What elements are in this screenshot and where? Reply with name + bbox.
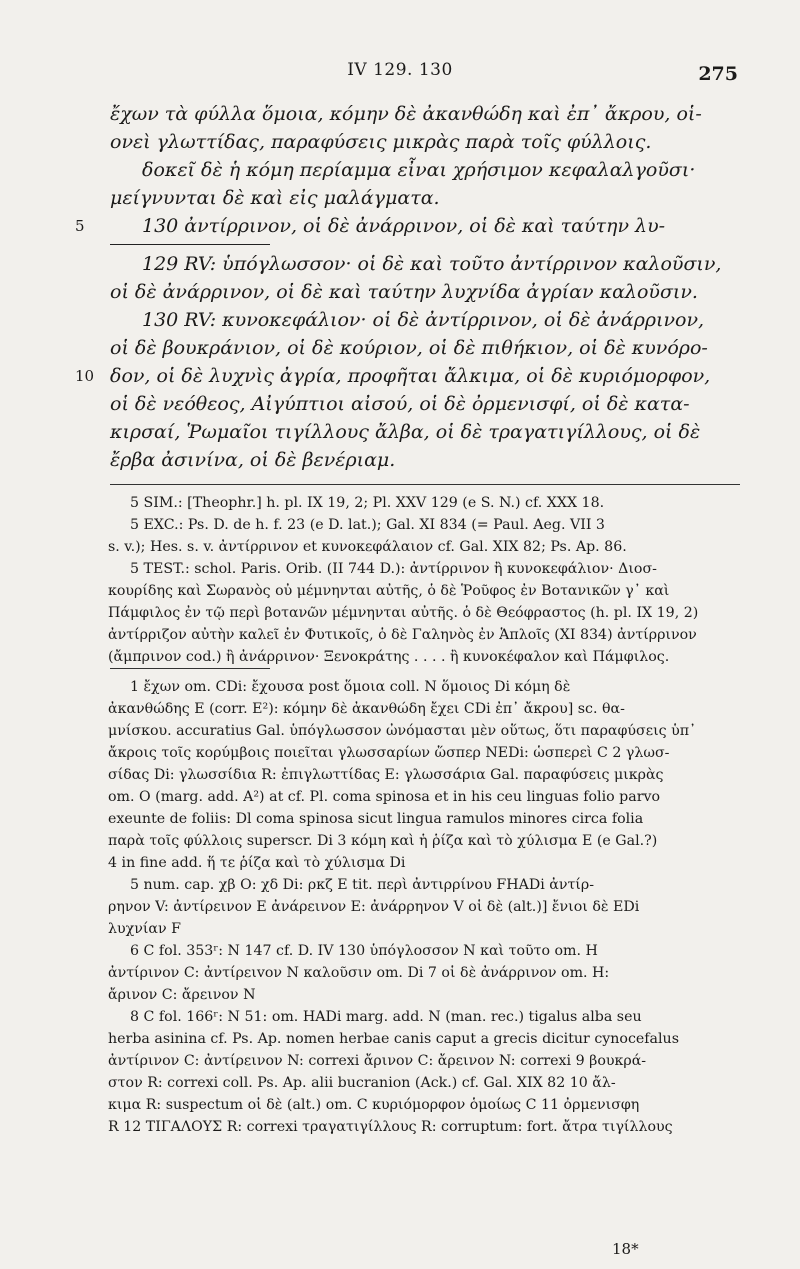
main_text-line: [110, 100, 740, 128]
testimonia-line: [108, 514, 743, 536]
testimonia-text: 5 TEST.: schol. Paris. Orib. (II 744 D.): ἀντίρρινον ἢ κυνοκεφάλιον· Διοσ-: [130, 561, 657, 577]
running-head-title: IV 129. 130: [347, 60, 453, 80]
testimonia-line: [108, 624, 743, 646]
recension_text-text: 129 RV: ὑπόγλωσσον· οἱ δὲ καὶ τοῦτο ἀντίρρινον καλοῦσιν,: [142, 253, 722, 275]
apparatus-line: [108, 764, 743, 786]
apparatus-text: 1 ἔχων om. CDi: ἔχουσα post ὅμοια coll. N ὅμοιος Di κόμη δὲ: [130, 679, 571, 695]
testimonia-text: (ἄμπρινον cod.) ἢ ἀνάρρινον· Ξενοκράτης . . . . ἢ κυνοκέφαλον καὶ Πάμφιλος.: [108, 649, 670, 665]
recension_text-line: [110, 250, 740, 278]
recension_text-line: [110, 446, 740, 474]
testimonia-text: s. v.); Hes. s. v. ἀντίρρινον et κυνοκεφάλαιον cf. Gal. XIX 82; Ps. Ap. 86.: [108, 539, 627, 555]
apparatus-line: [108, 720, 743, 742]
apparatus-line: [108, 1050, 743, 1072]
recension_text-line: [75, 362, 740, 390]
apparatus-text: ἄρινον C: ἄρεινον N: [108, 987, 256, 1003]
main_text-line: [110, 128, 740, 156]
testimonia-text: 5 EXC.: Ps. D. de h. f. 23 (e D. lat.); Gal. XI 834 (= Paul. Aeg. VII 3: [130, 517, 605, 533]
recension_text-line: [110, 306, 740, 334]
apparatus-text: ἀντίρινον C: ἀντίρειvον N καλοῦσιν om. Di 7 οἱ δὲ ἀνάρρινον om. H:: [108, 965, 610, 981]
apparatus-line: [108, 830, 743, 852]
apparatus-text: ἀκανθώδης E (corr. E²): κόμην δὲ ἀκανθώδη ἔχει CDi ἐπ᾽ ἄκρου] sc. θα-: [108, 701, 625, 717]
main_text-text: δοκεῖ δὲ ἡ κόμη περίαμμα εἶναι χρήσιμον κεφαλαλγοῦσι·: [142, 159, 696, 181]
main_text-line: [110, 184, 740, 212]
line-number: 5: [75, 217, 85, 235]
apparatus-line: [108, 676, 743, 698]
apparatus-line: [108, 896, 743, 918]
apparatus-text: ἄκροις τοῖς κορύμβοις ποιεῖται γλωσσαρίων ὥσπερ NEDi: ὡσπερεὶ C 2 γλωσ-: [108, 745, 670, 761]
apparatus-text: στον R: correxi coll. Ps. Ap. alii bucranion (Ack.) cf. Gal. XIX 82 10 ἄλ-: [108, 1075, 616, 1091]
main_text-text: 130 ἀντίρρινον, οἱ δὲ ἀνάρρινον, οἱ δὲ καὶ ταύτην λυ-: [142, 215, 666, 237]
apparatus-text: ἀντίρινον C: ἀντίρεινον N: correxi ἄρινον C: ἄρεινον N: correxi 9 βουκρά-: [108, 1053, 647, 1069]
apparatus-text: herba asinina cf. Ps. Ap. nomen herbae canis caput a grecis dicitur cynocefalus: [108, 1031, 679, 1047]
testimonia-text: ἀντίρριζον αὐτὴν καλεῖ ἐν Φυτικοῖς, ὁ δὲ Γαληνὸς ἐν Ἁπλοῖς (XI 834) ἀντίρρινον: [108, 627, 697, 643]
apparatus-line: [108, 1094, 743, 1116]
apparatus-line: [108, 918, 743, 940]
apparatus-line: [108, 984, 743, 1006]
apparatus-text: 6 C fol. 353ʳ: N 147 cf. D. IV 130 ὑπόγλοσσον N καὶ τοῦτο om. H: [130, 943, 598, 959]
recension_text-line: [110, 334, 740, 362]
testimonia-text: κουρίδης καὶ Σωρανὸς οὐ μέμνηνται αὐτῆς, ὁ δὲ Ῥοῦφος ἐν Βοτανικῶν γ᾽ καὶ: [108, 583, 670, 599]
section-rule: [110, 240, 740, 250]
testimonia-line: [108, 536, 743, 558]
apparatus-text: 4 in fine add. ἥ τε ῥίζα καὶ τὸ χύλισμα Di: [108, 855, 406, 871]
apparatus-text: κιμα R: suspectum οἱ δὲ (alt.) om. C κυριόμορφον ὁμοίως C 11 ὀρμενισφη: [108, 1097, 640, 1113]
line-number: 10: [75, 367, 95, 385]
recension_text-text: κιρσαί, Ῥωμαῖοι τιγίλλους ἄλβα, οἱ δὲ τραγατιγίλλους, οἱ δὲ: [110, 421, 701, 443]
apparatus-line: [108, 808, 743, 830]
page-number: 275: [698, 63, 738, 85]
signature-mark: 18*: [612, 1240, 639, 1258]
main_text-text: μείγνυνται δὲ καὶ εἰς μαλάγματα.: [110, 187, 440, 209]
apparatus-line: [108, 698, 743, 720]
recension_text-text: οἱ δὲ νεόθεος, Αἰγύπτιοι αἰσού, οἱ δὲ ὀρμενισφί, οἱ δὲ κατα-: [110, 393, 690, 415]
apparatus-line: [108, 1028, 743, 1050]
apparatus-rule: [110, 668, 270, 669]
apparatus-line: [108, 940, 743, 962]
apparatus-text: 5 num. cap. χβ O: χδ Di: ρκζ E tit. περὶ ἀντιρρίνου FHADi ἀντίρ-: [130, 877, 594, 893]
testimonia-block: [108, 492, 743, 668]
testimonia-line: [108, 492, 743, 514]
apparatus-line: [108, 1072, 743, 1094]
apparatus-text: om. O (marg. add. A²) at cf. Pl. coma spinosa et in his ceu linguas folio parvo: [108, 789, 661, 805]
testimonia-text: 5 SIM.: [Theophr.] h. pl. IX 19, 2; Pl. XXV 129 (e S. N.) cf. XXX 18.: [130, 495, 605, 511]
testimonia-line: [108, 602, 743, 624]
running-head: [0, 58, 800, 88]
main-text-block: [75, 100, 740, 474]
apparatus-text: exeunte de foliis: Dl coma spinosa sicut lingua ramulos minores circa folia: [108, 811, 644, 827]
apparatus-text: R 12 ΤΙΓΑΛΟΥΣ R: correxi τραγατιγίλλους R: corruptum: fort. ἄτρα τιγίλλους: [108, 1119, 673, 1135]
apparatus-text: 8 C fol. 166ʳ: N 51: om. HADi marg. add. N (man. rec.) tigalus alba seu: [130, 1009, 642, 1025]
main_text-text: ἔχων τὰ φύλλα ὅμοια, κόμην δὲ ἀκανθώδη καὶ ἐπ᾽ ἄκρου, οἱ-: [110, 103, 702, 125]
apparatus-line: [108, 1116, 743, 1138]
testimonia-line: [108, 580, 743, 602]
apparatus-line: [108, 742, 743, 764]
recension_text-line: [110, 418, 740, 446]
main_text-line: [75, 212, 740, 240]
apparatus-text: ρηνον V: ἀντίρεινον E ἀνάρεινον E: ἀνάρρηνον V οἱ δὲ (alt.)] ἔνιοι δὲ EDi: [108, 899, 640, 915]
recension_text-text: οἱ δὲ βουκράνιον, οἱ δὲ κούριον, οἱ δὲ πιθήκιον, οἱ δὲ κυνόρο-: [110, 337, 708, 359]
apparatus-line: [108, 1006, 743, 1028]
recension_text-text: 130 RV: κυνοκεφάλιον· οἱ δὲ ἀντίρρινον, οἱ δὲ ἀνάρρινον,: [142, 309, 705, 331]
apparatus-line: [108, 874, 743, 896]
apparatus-text: λυχνίαν F: [108, 921, 181, 937]
testimonia-rule: [110, 484, 740, 485]
recension_text-text: ἔρβα ἀσινίνα, οἱ δὲ βενέριαμ.: [110, 449, 396, 471]
apparatus-line: [108, 962, 743, 984]
apparatus-text: παρὰ τοῖς φύλλοις superscr. Di 3 κόμη καὶ ἡ ῥίζα καὶ τὸ χύλισμα E (e Gal.?): [108, 833, 658, 849]
apparatus-text: σίδας Di: γλωσσίδια R: ἐπιγλωττίδας E: γλωσσάρια Gal. παραφύσεις μικρὰς: [108, 767, 664, 783]
recension_text-line: [110, 278, 740, 306]
testimonia-line: [108, 646, 743, 668]
recension_text-line: [110, 390, 740, 418]
recension_text-text: οἱ δὲ ἀνάρρινον, οἱ δὲ καὶ ταύτην λυχνίδα ἀγρίαν καλοῦσιν.: [110, 281, 698, 303]
apparatus-text: μνίσκου. accuratius Gal. ὑπόγλωσσον ὠνόμασται μὲν οὕτως, ὅτι παραφύσεις ὑπ᾽: [108, 723, 697, 739]
apparatus-line: [108, 852, 743, 874]
apparatus-block: [108, 676, 743, 1138]
main_text-text: ονεὶ γλωττίδας, παραφύσεις μικρὰς παρὰ τοῖς φύλλοις.: [110, 131, 652, 153]
testimonia-text: Πάμφιλος ἐν τῷ περὶ βοτανῶν μέμνηνται αὐτῆς. ὁ δὲ Θεόφραστος (h. pl. IX 19, 2): [108, 605, 699, 621]
apparatus-line: [108, 786, 743, 808]
testimonia-line: [108, 558, 743, 580]
main_text-line: [110, 156, 740, 184]
recension_text-text: δον, οἱ δὲ λυχνὶς ἀγρία, προφῆται ἄλκιμα, οἱ δὲ κυριόμορφον,: [110, 365, 711, 387]
